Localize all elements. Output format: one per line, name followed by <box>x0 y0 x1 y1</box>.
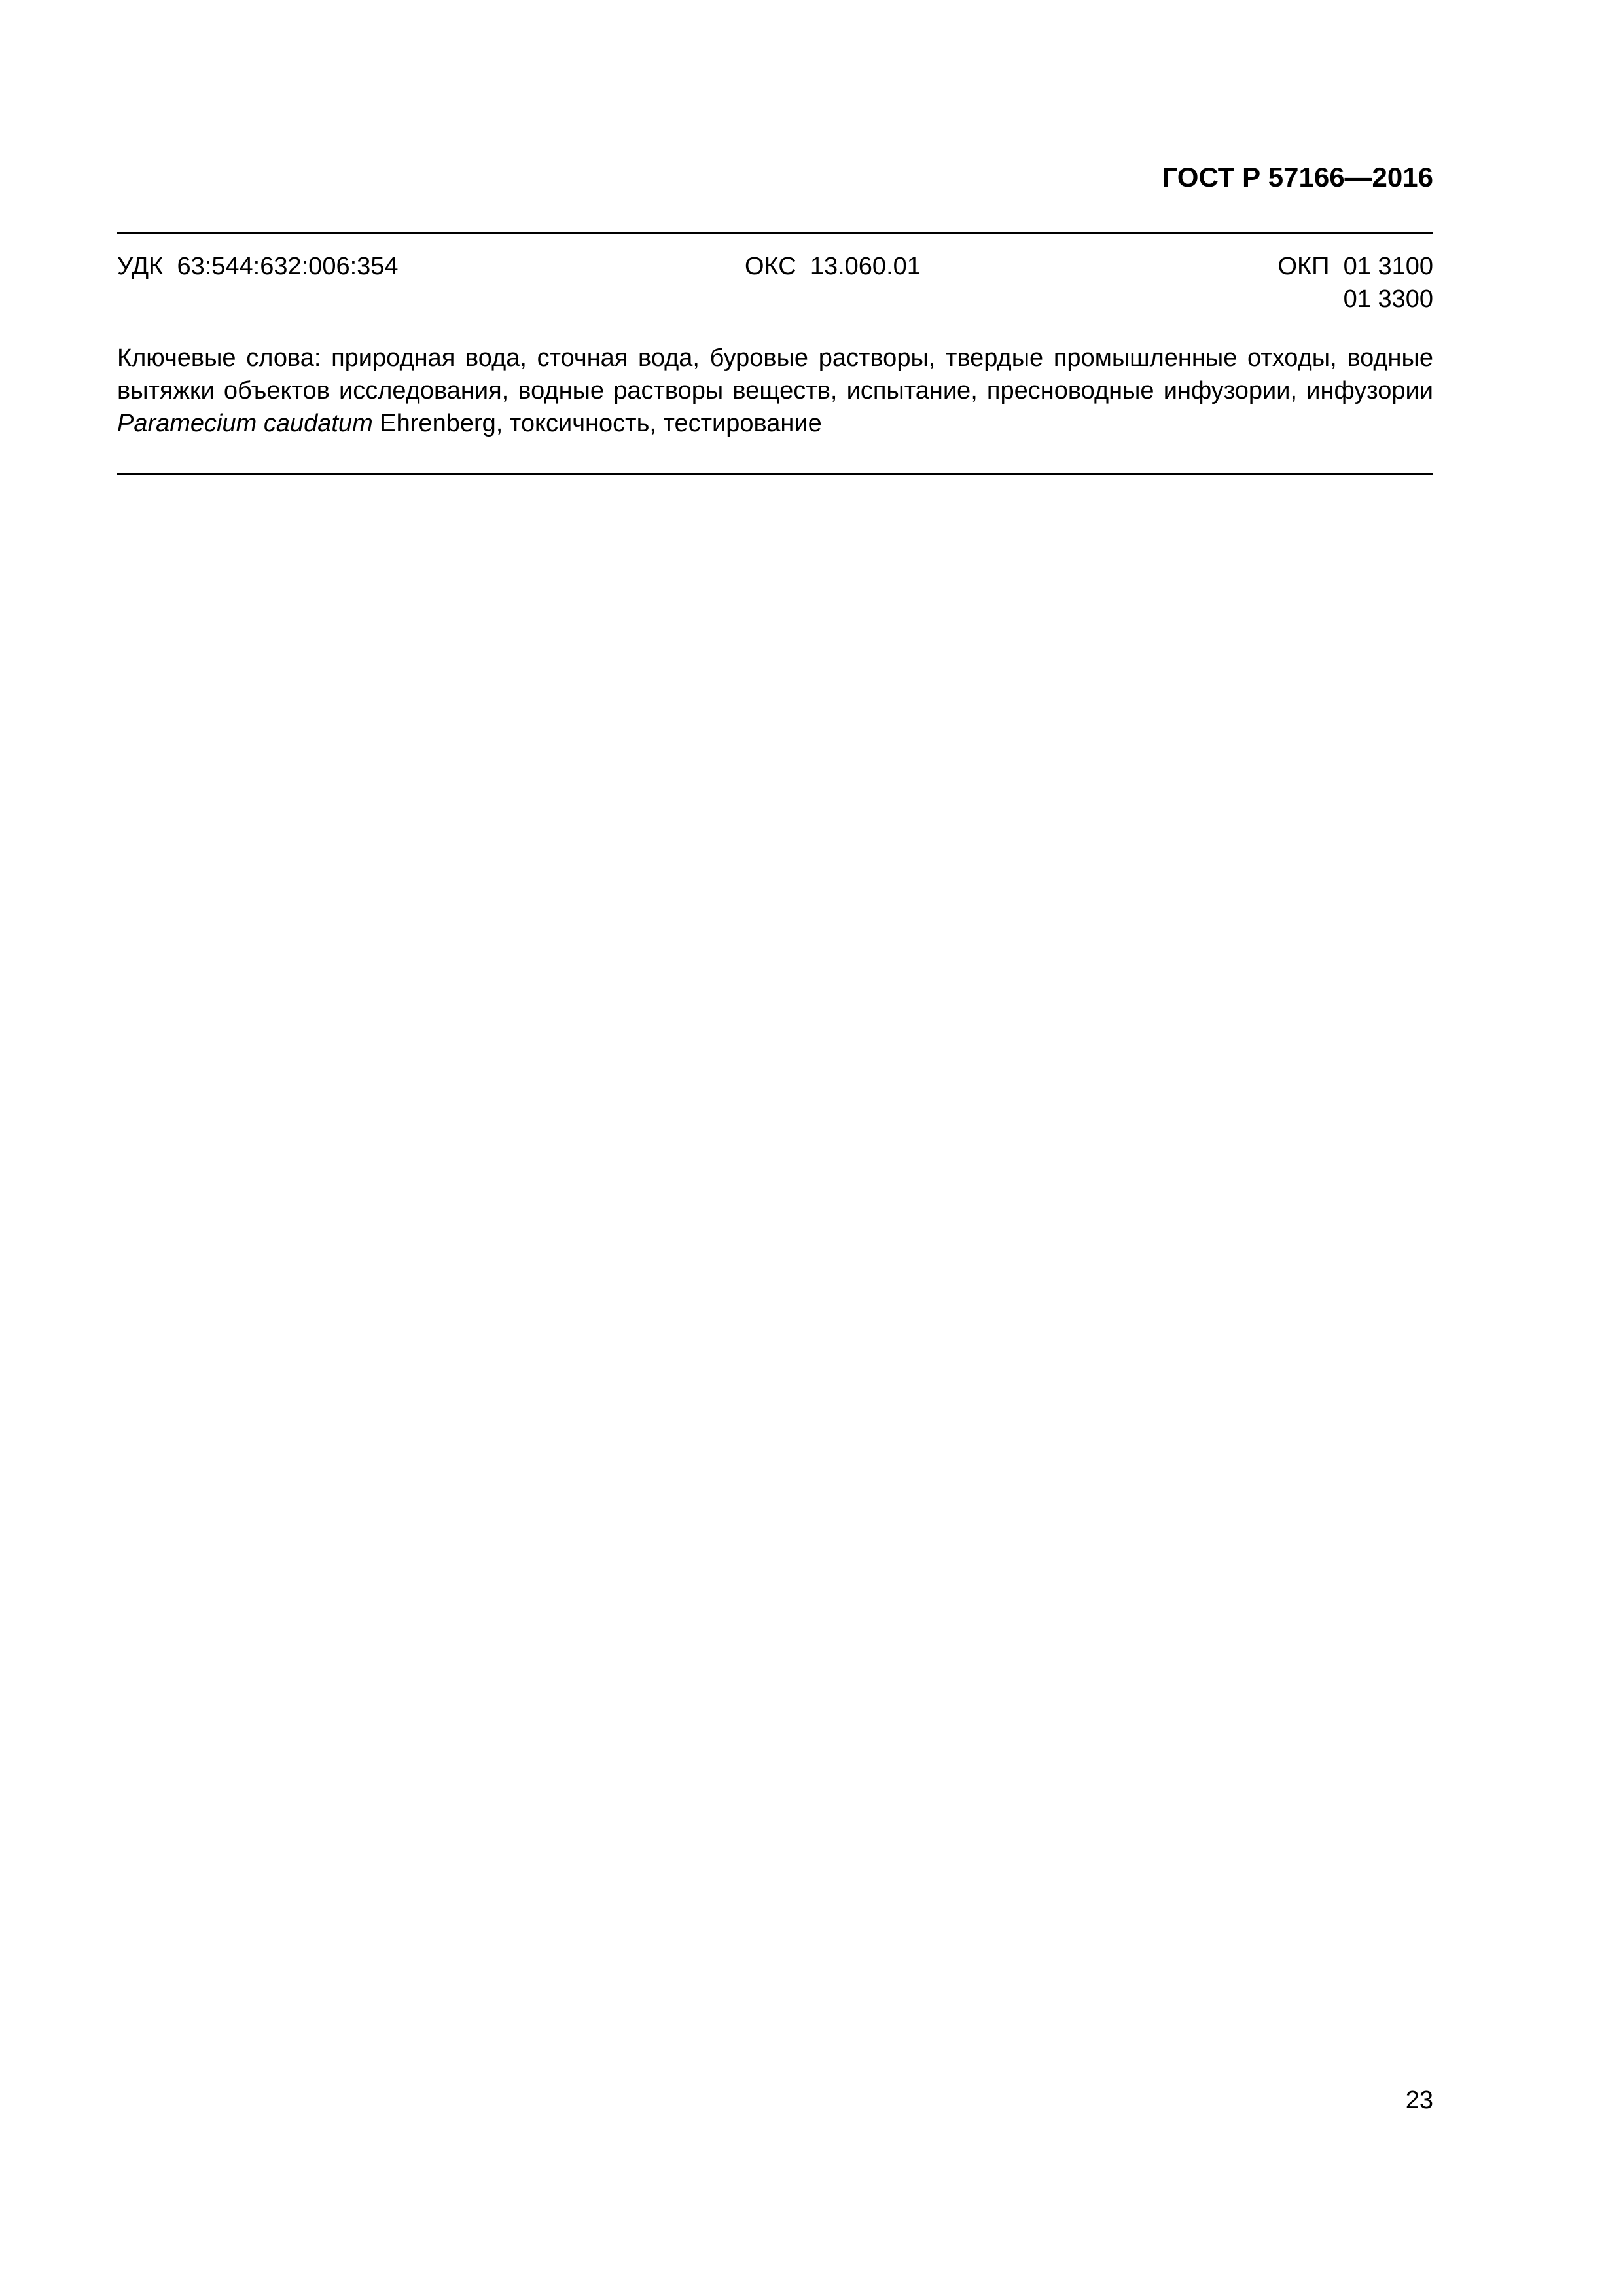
oks-label: ОКС <box>745 253 796 280</box>
okp-value-2: 01 3300 <box>1343 285 1433 313</box>
oks-code <box>745 250 921 283</box>
top-divider <box>117 232 1433 234</box>
okp-line-2 <box>1277 283 1433 315</box>
standard-number: ГОСТ Р 57166—2016 <box>1162 162 1433 192</box>
keywords-latin-name: Paramecium caudatum <box>117 410 373 437</box>
udk-value: 63:544:632:006:354 <box>177 253 399 280</box>
keywords-text-part1: природная вода, сточная вода, буровые растворы, твердые промышленные отходы, водные вытяжки объектов исследования, водные растворы веществ, испытание, пресноводные инфузории, инфузории <box>117 344 1433 404</box>
okp-line-1 <box>1277 250 1433 283</box>
okp-value-1: 01 3100 <box>1343 253 1433 280</box>
udk-code <box>117 250 399 283</box>
udk-label: УДК <box>117 253 164 280</box>
oks-value: 13.060.01 <box>810 253 921 280</box>
page-number: 23 <box>1405 2087 1433 2114</box>
keywords-paragraph <box>117 342 1433 440</box>
okp-label: ОКП <box>1277 253 1330 280</box>
bottom-divider <box>117 473 1433 475</box>
keywords-text-part2: Ehrenberg, токсичность, тестирование <box>380 410 822 437</box>
keywords-label: Ключевые слова: <box>117 344 321 372</box>
okp-code <box>1277 250 1433 315</box>
